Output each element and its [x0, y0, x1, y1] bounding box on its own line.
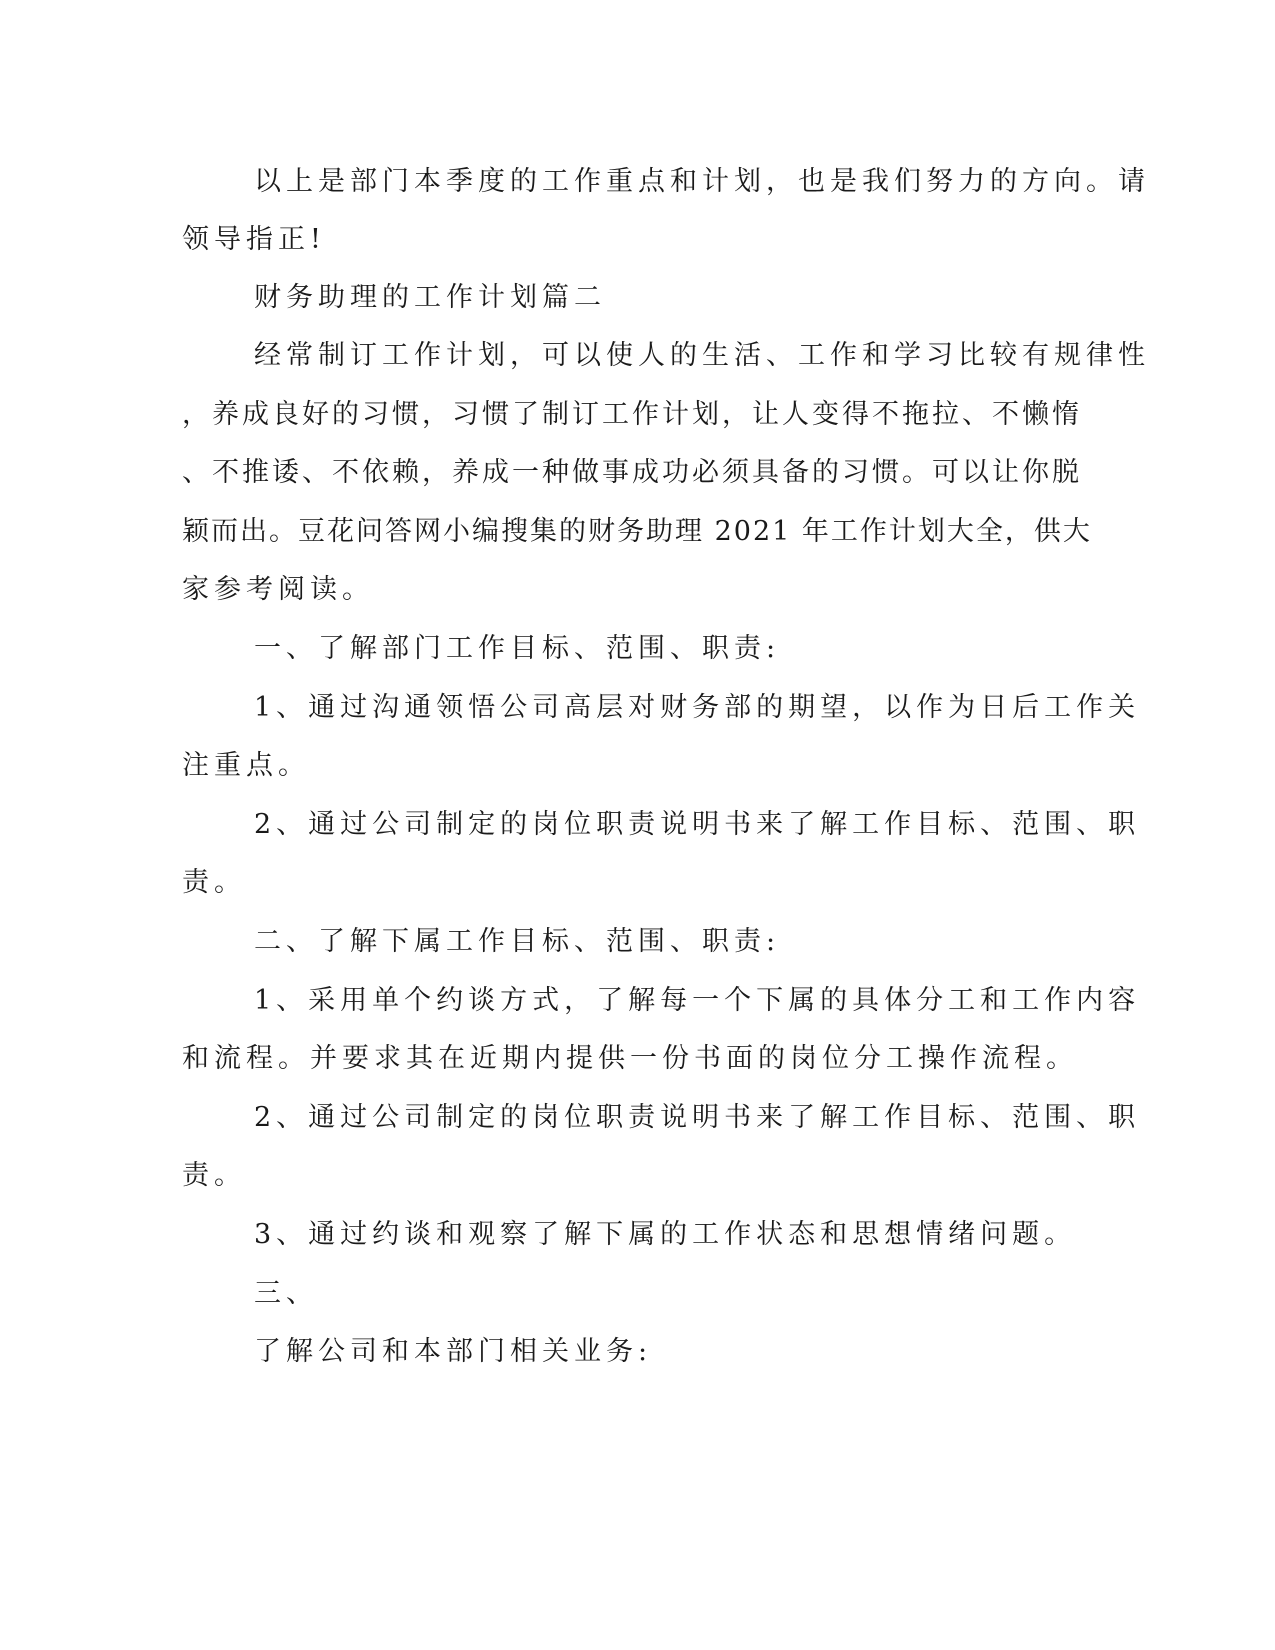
list-item-line: 注重点。	[182, 750, 310, 781]
list-item-line: 3、通过约谈和观察了解下属的工作状态和思想情绪问题。	[254, 1219, 1077, 1250]
paragraph-line: 颖而出。豆花问答网小编搜集的财务助理 2021 年工作计划大全，供大	[182, 516, 1092, 547]
paragraph-line: 领导指正!	[182, 224, 326, 255]
list-item-line: 2、通过公司制定的岗位职责说明书来了解工作目标、范围、职	[254, 1102, 1141, 1133]
list-heading: 了解公司和本部门相关业务:	[254, 1336, 653, 1367]
list-item-line: 责。	[182, 867, 246, 898]
paragraph-line: 家参考阅读。	[182, 574, 374, 605]
list-heading: 一、了解部门工作目标、范围、职责:	[254, 633, 781, 664]
list-item-line: 2、通过公司制定的岗位职责说明书来了解工作目标、范围、职	[254, 809, 1141, 840]
list-item-line: 1、通过沟通领悟公司高层对财务部的期望，以作为日后工作关	[254, 692, 1141, 723]
list-item-line: 1、采用单个约谈方式，了解每一个下属的具体分工和工作内容	[254, 985, 1141, 1016]
list-item-line: 责。	[182, 1160, 246, 1191]
paragraph-line: ，养成良好的习惯，习惯了制订工作计划，让人变得不拖拉、不懒惰	[182, 399, 1082, 430]
list-heading: 三、	[254, 1278, 318, 1309]
list-heading: 二、了解下属工作目标、范围、职责:	[254, 926, 781, 957]
paragraph-line: 以上是部门本季度的工作重点和计划，也是我们努力的方向。请	[254, 166, 1150, 197]
paragraph-line: 经常制订工作计划，可以使人的生活、工作和学习比较有规律性	[254, 340, 1150, 371]
paragraph-line: 、不推诿、不依赖，养成一种做事成功必须具备的习惯。可以让你脱	[182, 457, 1082, 488]
section-heading: 财务助理的工作计划篇二	[254, 282, 606, 313]
list-item-line: 和流程。并要求其在近期内提供一份书面的岗位分工操作流程。	[182, 1043, 1078, 1074]
